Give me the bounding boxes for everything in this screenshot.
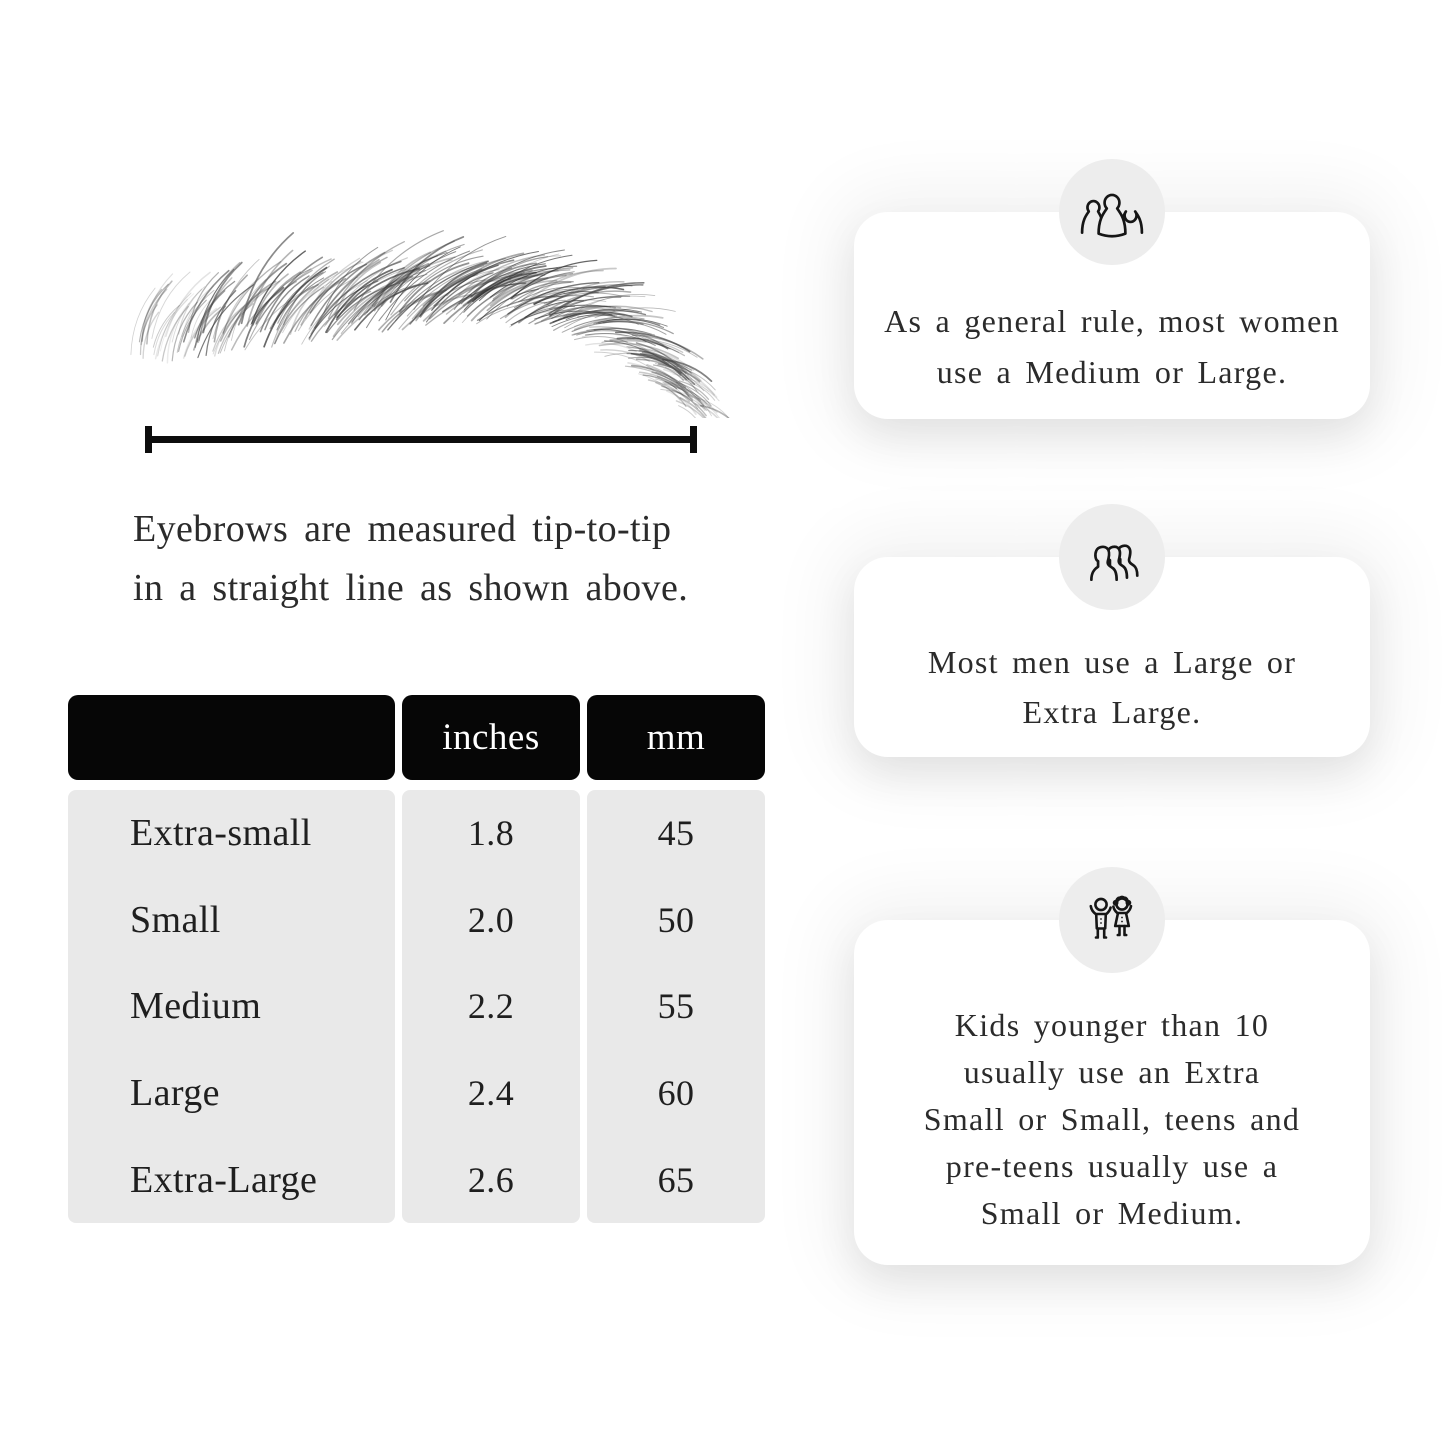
- mm-value: 60: [657, 1073, 695, 1114]
- inches-value: 2.0: [467, 899, 515, 940]
- inches-value: 2.2: [467, 986, 515, 1027]
- caption-line: in a straight line as shown above.: [133, 567, 689, 609]
- table-column-mm: [587, 790, 765, 1223]
- size-label: Extra-small: [130, 812, 312, 855]
- women-info-text: As a general rule, most women use a Medium or Large.: [884, 303, 1340, 390]
- women-icon-circle: [1059, 159, 1165, 265]
- table-header-mm: mm: [587, 695, 765, 780]
- measurement-endcap-right: [690, 426, 697, 453]
- table-column-sizes: [68, 790, 395, 1223]
- men-info-text: Most men use a Large or Extra Large.: [927, 644, 1297, 730]
- mm-value: 65: [657, 1159, 695, 1200]
- size-label: Large: [130, 1072, 220, 1115]
- table-header-inches: inches: [402, 695, 580, 780]
- mm-value: 55: [657, 986, 695, 1027]
- mm-value: 50: [657, 899, 695, 940]
- inches-value: 2.6: [467, 1159, 515, 1200]
- table-header-blank: [68, 695, 395, 780]
- kids-info-text: Kids younger than 10 usually use an Extra Small or Small, teens and pre-teens usually use a Small or Medium.: [923, 1007, 1301, 1231]
- children-icon: [1079, 894, 1145, 946]
- table-column-inches: [402, 790, 580, 1223]
- women-group-icon: [1079, 186, 1145, 238]
- measurement-caption: [133, 500, 753, 618]
- inches-value: 1.8: [467, 813, 515, 854]
- measurement-endcap-left: [145, 426, 152, 453]
- size-label: Small: [130, 898, 221, 941]
- caption-line: Eyebrows are measured tip-to-tip: [133, 508, 672, 550]
- size-label: Extra-Large: [130, 1158, 318, 1201]
- inches-value: 2.4: [467, 1073, 515, 1114]
- eyebrow-illustration: [110, 228, 730, 418]
- size-label: Medium: [130, 985, 262, 1028]
- men-icon-circle: [1059, 504, 1165, 610]
- measurement-line: [145, 436, 697, 443]
- kids-icon-circle: [1059, 867, 1165, 973]
- mm-value: 45: [657, 813, 695, 854]
- men-group-icon: [1079, 531, 1145, 583]
